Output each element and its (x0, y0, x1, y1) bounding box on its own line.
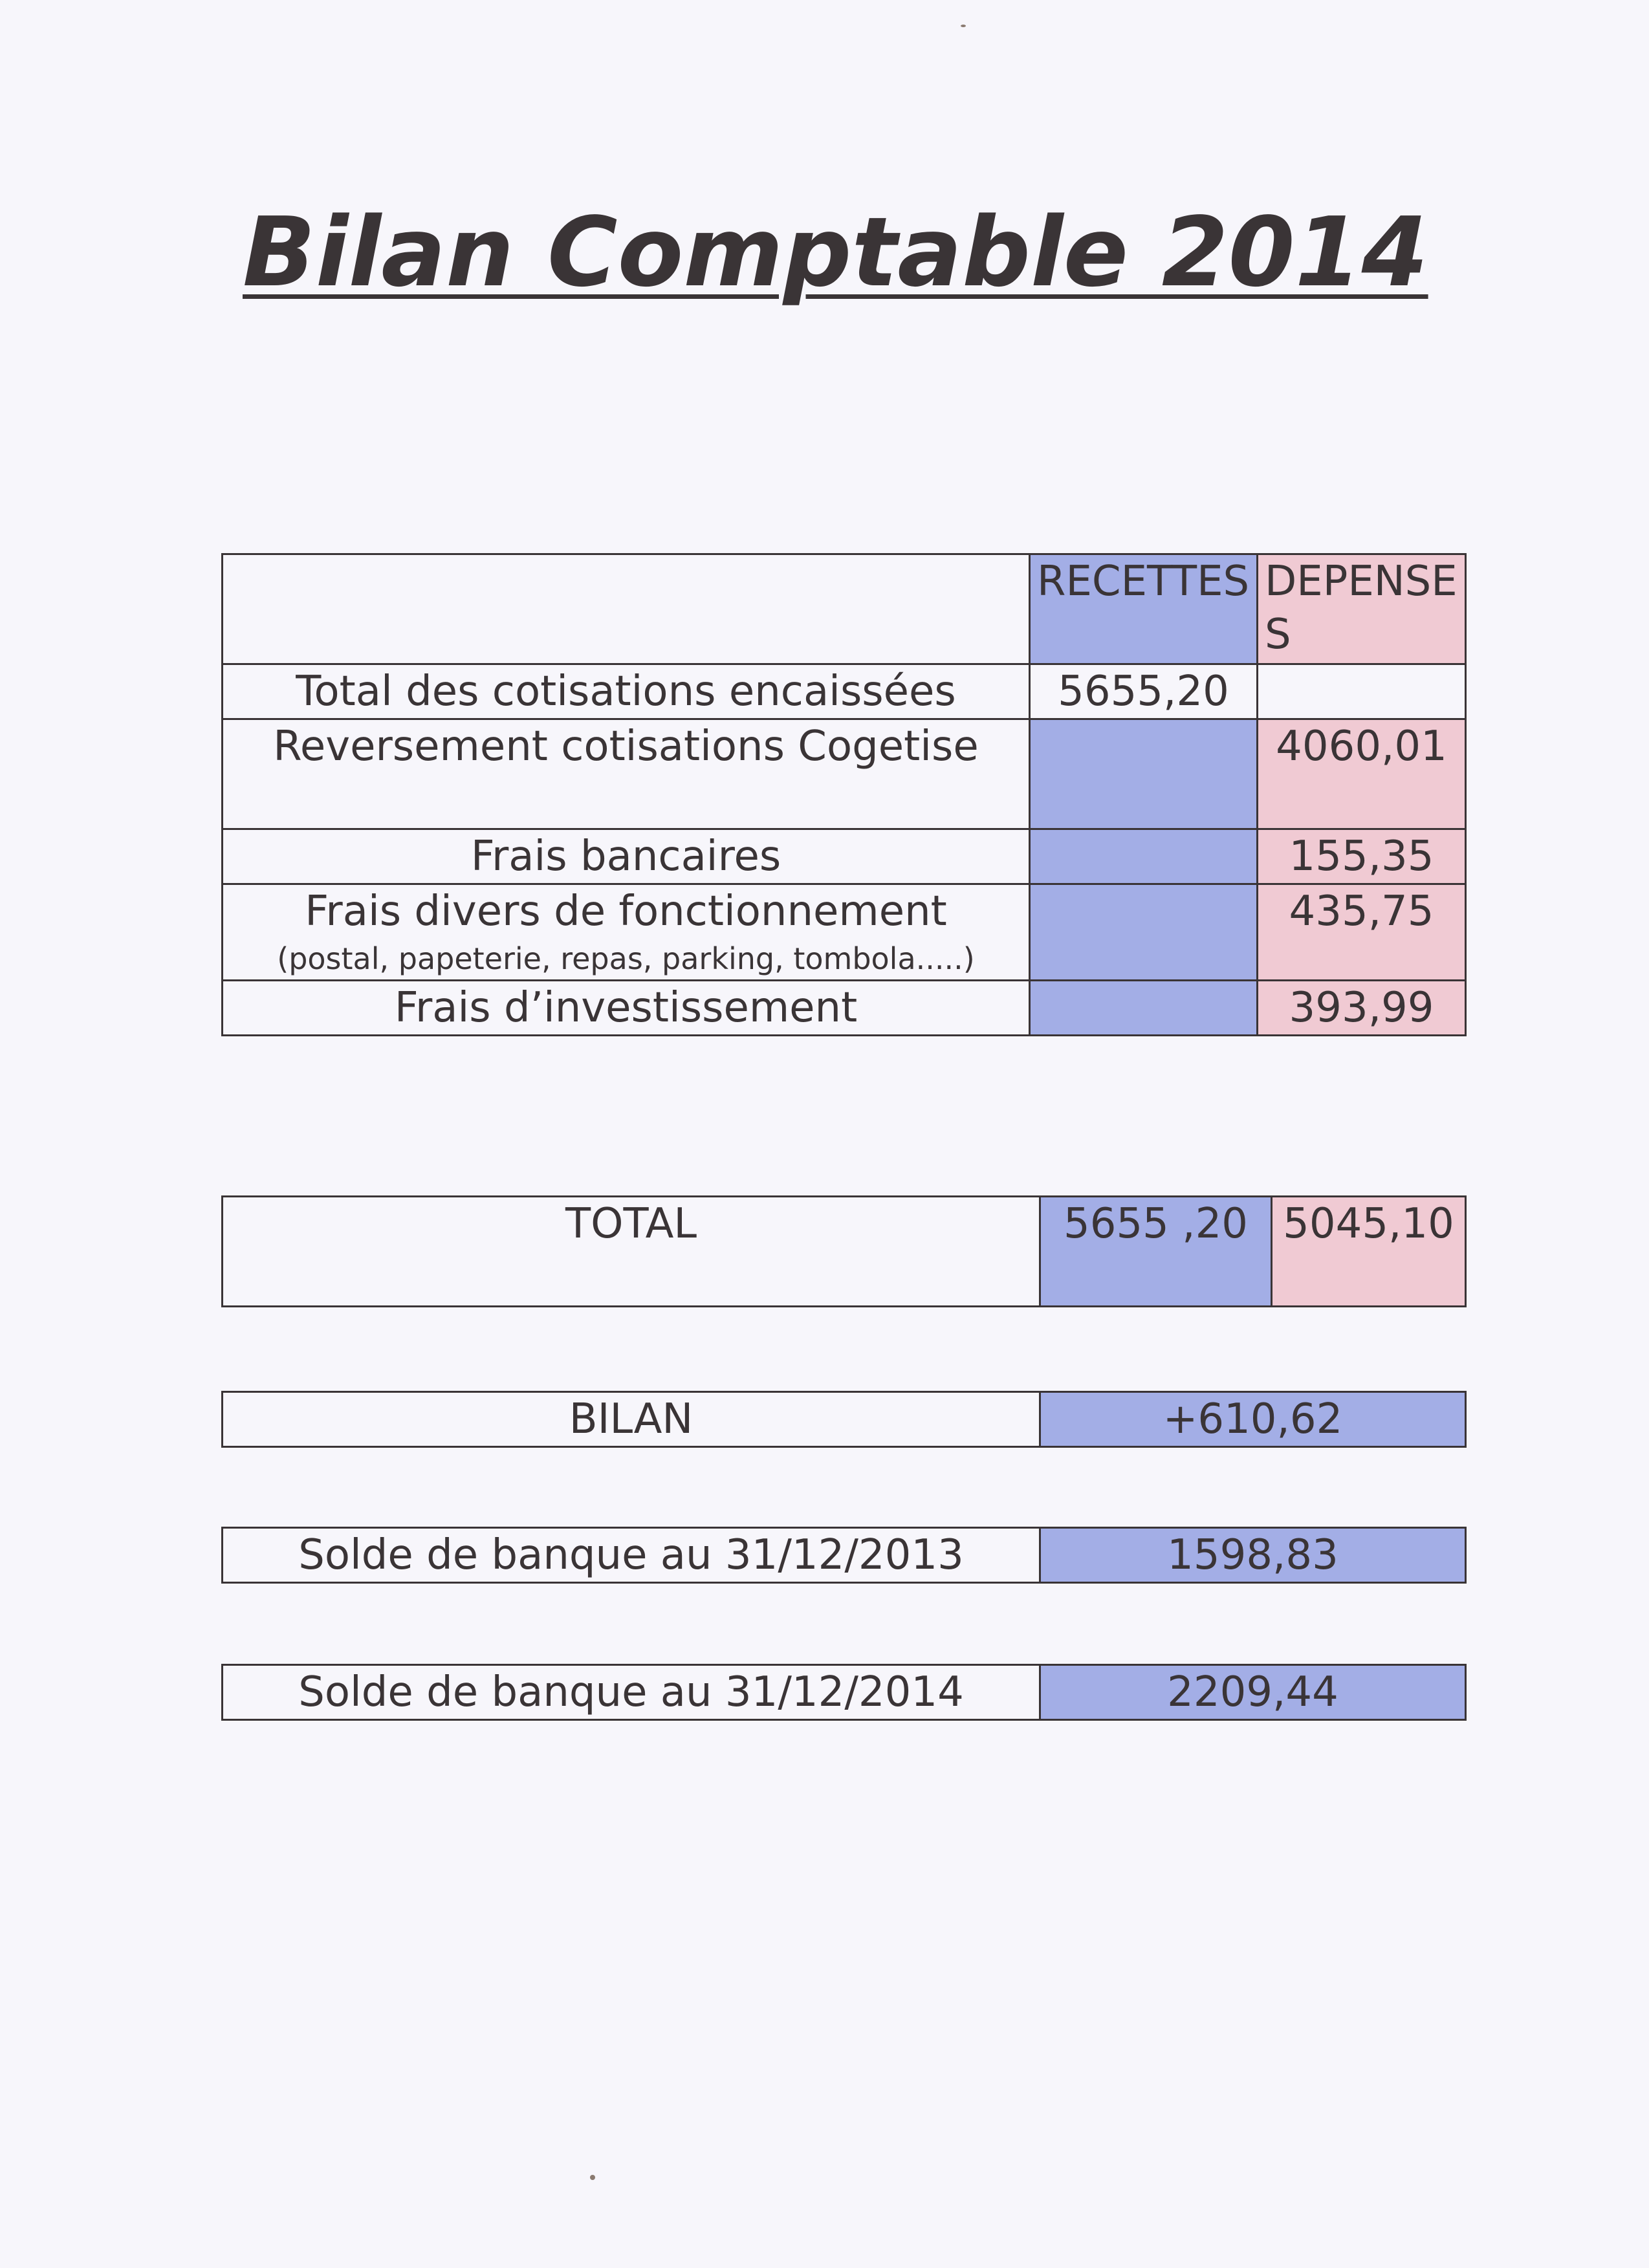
row-label: Reversement cotisations Cogetise (223, 719, 1030, 829)
bilan-table (221, 1391, 1467, 1448)
bilan-row (223, 1392, 1466, 1447)
row-label-detail: (postal, papeterie, repas, parking, tombola.....) (277, 941, 975, 976)
row-depenses-value: 435,75 (1258, 884, 1466, 981)
row-label: Total des cotisations encaissées (223, 664, 1030, 719)
bilan-value: +610,62 (1040, 1392, 1466, 1447)
row-label (223, 884, 1030, 981)
total-depenses-value: 5045,10 (1272, 1197, 1466, 1307)
table-header-row (223, 554, 1466, 664)
total-row (223, 1197, 1466, 1307)
total-label: TOTAL (223, 1197, 1040, 1307)
row-label: Frais d’investissement (223, 981, 1030, 1036)
table-row (223, 719, 1466, 829)
row-depenses-value: 155,35 (1258, 829, 1466, 884)
total-table (221, 1195, 1467, 1307)
solde-2013-label: Solde de banque au 31/12/2013 (223, 1528, 1040, 1583)
header-depenses: DEPENSES (1258, 554, 1466, 664)
scan-speck (590, 2175, 595, 2180)
solde-2014-label: Solde de banque au 31/12/2014 (223, 1665, 1040, 1720)
bilan-label: BILAN (223, 1392, 1040, 1447)
row-depenses-value: 4060,01 (1258, 719, 1466, 829)
row-recettes-value (1030, 829, 1258, 884)
row-label-main: Frais divers de fonctionnement (305, 888, 947, 935)
header-recettes: RECETTES (1030, 554, 1258, 664)
solde-2014-value: 2209,44 (1040, 1665, 1466, 1720)
scan-speck (961, 25, 966, 27)
row-recettes-value (1030, 981, 1258, 1036)
row-recettes-value (1030, 884, 1258, 981)
row-depenses-value: 393,99 (1258, 981, 1466, 1036)
row-recettes-value: 5655,20 (1030, 664, 1258, 719)
table-row (223, 664, 1466, 719)
page-title: Bilan Comptable 2014 (243, 197, 1428, 308)
table-row (223, 829, 1466, 884)
solde-2013-row (223, 1528, 1466, 1583)
row-label: Frais bancaires (223, 829, 1030, 884)
solde-2014-table (221, 1664, 1467, 1721)
solde-2013-value: 1598,83 (1040, 1528, 1466, 1583)
accounting-table (221, 553, 1467, 1036)
solde-2014-row (223, 1665, 1466, 1720)
solde-2013-table (221, 1527, 1467, 1584)
total-recettes-value: 5655 ,20 (1040, 1197, 1272, 1307)
row-depenses-value (1258, 664, 1466, 719)
header-empty-cell (223, 554, 1030, 664)
table-row (223, 884, 1466, 981)
table-row (223, 981, 1466, 1036)
row-recettes-value (1030, 719, 1258, 829)
